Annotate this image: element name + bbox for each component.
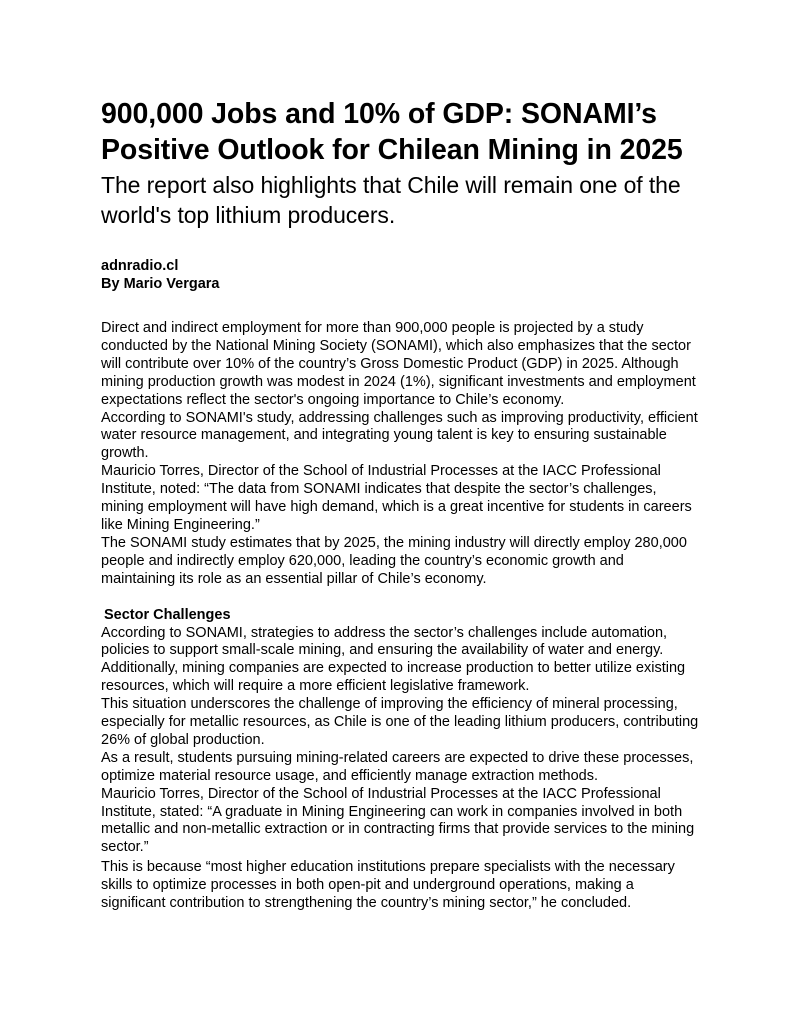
section-paragraph: According to SONAMI, strategies to address the sector’s challenges include automation, policies to support small-scale mining, and ensuring the availability of water and energy. [101,624,668,659]
body-paragraph: The SONAMI study estimates that by 2025, the mining industry will directly employ 280,000 people and indirectly employ 620,000, leading the country’s economic growth and maintaining its role as an essential pillar of Chile’s economy. [101,534,687,587]
section-paragraph: As a result, students pursuing mining-related careers are expected to drive these processes, optimize material resource usage, and efficiently manage extraction methods. [101,749,694,784]
article-meta [101,257,701,293]
article-byline: By Mario Vergara [101,276,220,292]
article [101,96,701,913]
article-source: adnradio.cl [101,258,179,274]
article-body [101,320,701,913]
section-paragraph: This situation underscores the challenge of improving the efficiency of mineral processing, especially for metallic resources, as Chile is one of the leading lithium producers, contributing 26% of global production. [101,696,699,748]
section-paragraph: Additionally, mining companies are expected to increase production to better utilize existing resources, which will require a more efficient legislative framework. [101,660,686,695]
section-paragraph: Mauricio Torres, Director of the School of Industrial Processes at the IACC Professional Institute, stated: “A graduate in Mining Engineering can work in companies involved in both metallic and non-metallic extraction or in contracting firms that provide services to the mining sector.” [101,785,695,856]
article-headline: 900,000 Jobs and 10% of GDP: SONAMI’s Positive Outlook for Chilean Mining in 2025 [101,98,683,166]
section-heading: Sector Challenges [104,606,231,623]
section-paragraph: This is because “most higher education institutions prepare specialists with the necessary skills to optimize processes in both open-pit and underground operations, making a significant contribution to strengthening the country’s mining sector,” he concluded. [101,859,675,912]
body-paragraph: Mauricio Torres, Director of the School of Industrial Processes at the IACC Professional Institute, noted: “The data from SONAMI indicates that despite the sector’s challenges, mining employment will have high demand, which is a great incentive for students in careers like Mining Engineering.” [101,463,692,533]
article-subheadline: The report also highlights that Chile will remain one of the world's top lithium producers. [101,172,681,228]
body-paragraph: Direct and indirect employment for more than 900,000 people is projected by a study conducted by the National Mining Society (SONAMI), which also emphasizes that the sector will contribute over 10% of the country’s Gross Domestic Product (GDP) in 2025. Although mining production growth was modest in 2024 (1%), significant investments and employment expectations reflect the sector's ongoing importance to Chile’s economy. [101,320,696,408]
body-paragraph: According to SONAMI's study, addressing challenges such as improving productivity, efficient water resource management, and integrating young talent is key to ensuring sustainable growth. [101,409,698,462]
